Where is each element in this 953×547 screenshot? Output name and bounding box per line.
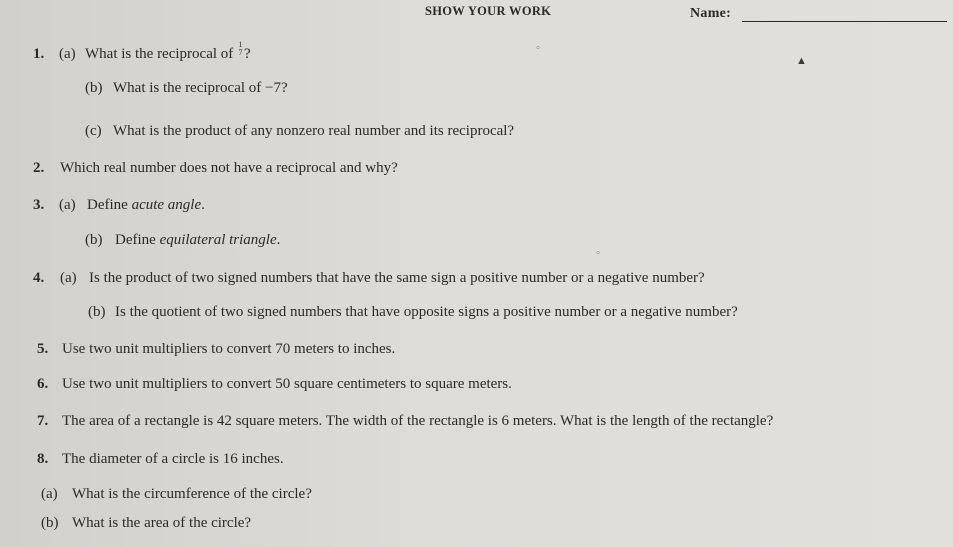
question-1b-text: What is the reciprocal of −7? <box>113 80 288 96</box>
question-4a-label: (a) <box>60 270 77 286</box>
question-7-text: The area of a rectangle is 42 square meters. The width of the rectangle is 6 meters. What is the length of the rectangle? <box>62 413 774 429</box>
question-8-number: 8. <box>37 451 49 467</box>
question-8a-text: What is the circumference of the circle? <box>72 486 312 502</box>
question-2-text: Which real number does not have a reciprocal and why? <box>60 160 398 176</box>
question-8a <box>41 485 312 503</box>
question-3a <box>33 196 205 214</box>
question-1c <box>85 122 514 140</box>
question-4b-text: Is the quotient of two signed numbers that have opposite signs a positive number or a negative number? <box>115 304 738 320</box>
question-1a-end: ? <box>244 46 251 62</box>
name-label: Name: <box>690 6 732 21</box>
scan-speck: ° <box>596 250 600 261</box>
scan-speck: ° <box>536 45 540 56</box>
question-3a-end: . <box>201 197 205 213</box>
question-3a-label: (a) <box>59 197 76 213</box>
question-1a-text: What is the reciprocal of <box>85 46 234 62</box>
question-3b-term: equilateral triangle <box>159 232 277 248</box>
question-2 <box>33 159 398 177</box>
question-4-number: 4. <box>33 270 45 286</box>
question-4b <box>88 303 738 321</box>
question-8b <box>41 514 251 532</box>
question-3b-label: (b) <box>85 232 103 248</box>
question-5-text: Use two unit multipliers to convert 70 meters to inches. <box>62 341 396 357</box>
question-3a-text: Define <box>87 197 128 213</box>
question-5-number: 5. <box>37 341 49 357</box>
question-8a-label: (a) <box>41 486 58 502</box>
question-6-number: 6. <box>37 376 49 392</box>
question-4b-label: (b) <box>88 304 106 320</box>
question-4a <box>33 269 705 287</box>
question-3b <box>85 231 280 249</box>
question-7-number: 7. <box>37 413 49 429</box>
question-1c-text: What is the product of any nonzero real number and its reciprocal? <box>113 123 515 139</box>
fraction-denominator: 7 <box>238 48 243 57</box>
question-1-number: 1. <box>33 46 45 62</box>
question-6-text: Use two unit multipliers to convert 50 square centimeters to square meters. <box>62 376 512 392</box>
question-1c-label: (c) <box>85 123 102 139</box>
cursor-mark-icon: ▲ <box>796 55 807 67</box>
question-8 <box>37 450 284 468</box>
question-1a <box>33 41 251 63</box>
question-3a-term: acute angle <box>131 197 202 213</box>
fraction-one-seventh <box>237 41 244 57</box>
question-2-number: 2. <box>33 160 45 176</box>
question-1b-label: (b) <box>85 80 103 96</box>
question-7 <box>37 412 773 430</box>
fraction-numerator: 1 <box>238 40 243 49</box>
question-8b-label: (b) <box>41 515 59 531</box>
name-underline <box>742 21 947 22</box>
question-8b-text: What is the area of the circle? <box>72 515 252 531</box>
question-3b-end: . <box>276 232 281 248</box>
question-1b <box>85 79 288 97</box>
question-3-number: 3. <box>33 197 45 213</box>
question-8-text: The diameter of a circle is 16 inches. <box>62 451 284 467</box>
question-1a-label: (a) <box>59 46 76 62</box>
question-5 <box>37 340 395 358</box>
question-4a-text: Is the product of two signed numbers that have the same sign a positive number or a negative number? <box>89 270 705 286</box>
question-6 <box>37 375 512 393</box>
question-3b-text: Define <box>115 232 156 248</box>
worksheet-title: SHOW YOUR WORK <box>425 4 552 18</box>
